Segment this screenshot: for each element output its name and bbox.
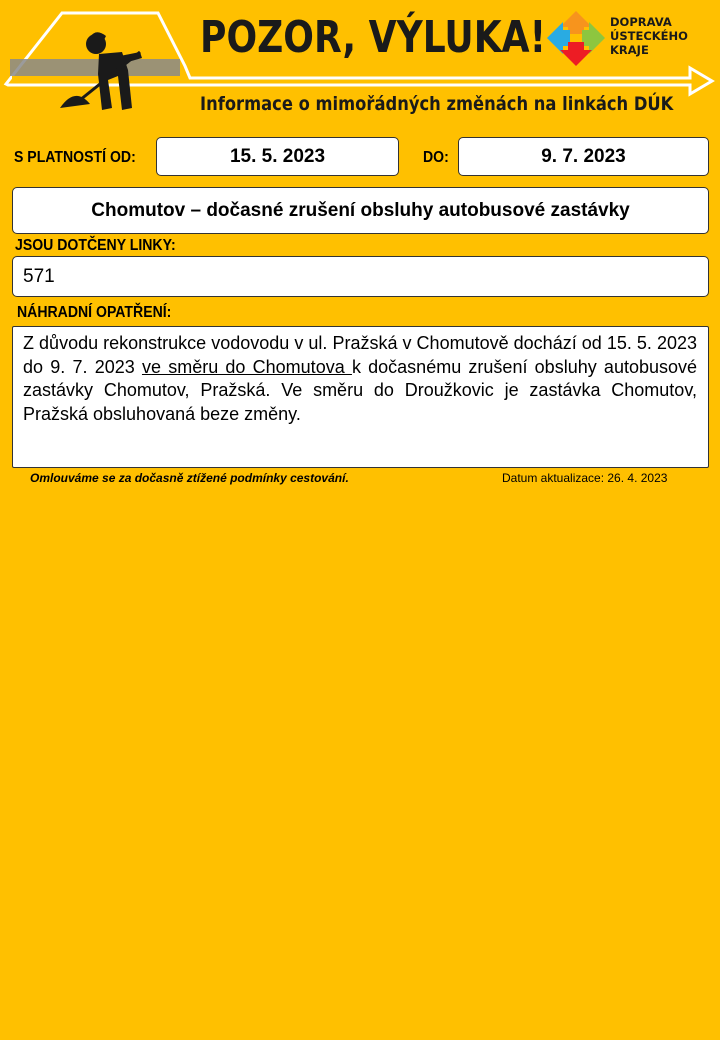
valid-to-label: DO: xyxy=(423,149,449,166)
valid-from-value: 15. 5. 2023 xyxy=(156,137,399,176)
valid-to-value: 9. 7. 2023 xyxy=(458,137,709,176)
affected-lines-label: JSOU DOTČENY LINKY: xyxy=(15,237,176,254)
update-date: Datum aktualizace: 26. 4. 2023 xyxy=(502,471,668,485)
header-banner xyxy=(0,0,720,125)
affected-lines-value: 571 xyxy=(12,256,709,297)
page-subtitle: Informace o mimořádných změnách na linkách DÚK xyxy=(200,93,674,115)
page-title: POZOR, VÝLUKA! xyxy=(200,12,547,63)
apology-note: Omlouváme se za dočasně ztížené podmínky cestování. xyxy=(30,471,349,485)
measures-text-underlined: ve směru do Chomutova xyxy=(141,356,352,377)
logo-text xyxy=(610,15,688,57)
valid-from-label: S PLATNOSTÍ OD: xyxy=(14,149,136,166)
measures-text-part: Z důvodu rekonstrukce vodovodu v ul. Pražská v Chomutově dochází od 15. 5. 2023 do 9. 7. 2023 xyxy=(23,333,697,377)
logo-line: DOPRAVA xyxy=(610,15,672,29)
logo-line: KRAJE xyxy=(610,43,649,57)
duk-logo-icon xyxy=(547,11,605,66)
measures-text-part: k dočasnému zrušení obsluhy autobusové zastávky Chomutov, Pražská. Ve směru do Droužkovic je zastávka Chomutov, Pražská obsluhovaná beze změny. xyxy=(23,356,698,424)
logo-line: ÚSTECKÉHO xyxy=(610,29,688,43)
notice-title: Chomutov – dočasné zrušení obsluhy autobusové zastávky xyxy=(12,187,709,234)
measures-text xyxy=(12,326,709,468)
measures-label: NÁHRADNÍ OPATŘENÍ: xyxy=(17,304,172,321)
